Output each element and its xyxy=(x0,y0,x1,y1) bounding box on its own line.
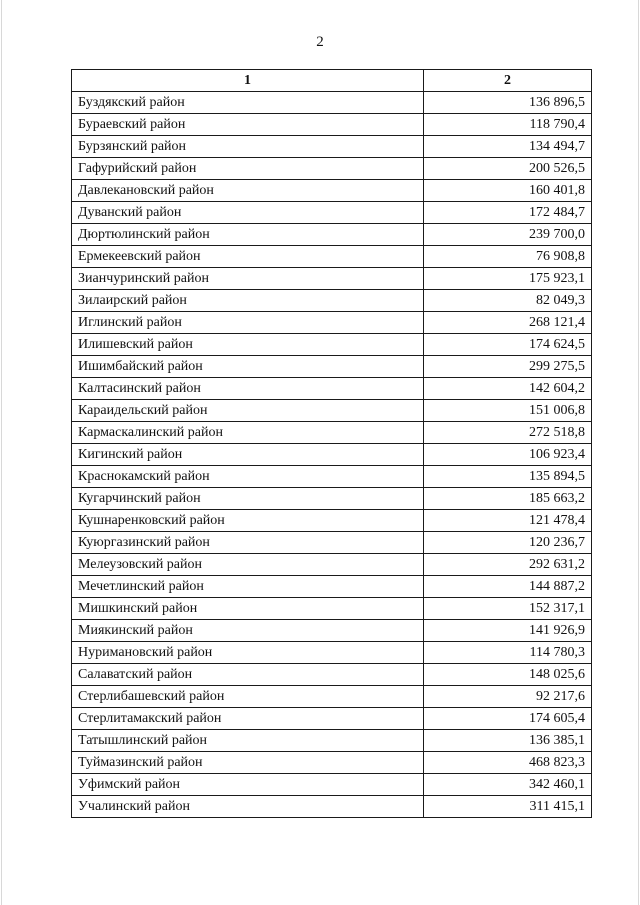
table-row xyxy=(72,664,592,686)
district-name-cell: Зилаирский район xyxy=(72,290,424,312)
table-row xyxy=(72,312,592,334)
table-row xyxy=(72,730,592,752)
page-edge-right xyxy=(638,0,639,905)
table-row xyxy=(72,576,592,598)
district-name-cell: Илишевский район xyxy=(72,334,424,356)
table-row xyxy=(72,400,592,422)
district-value-cell: 175 923,1 xyxy=(424,268,592,290)
table-row xyxy=(72,136,592,158)
district-name-cell: Кармаскалинский район xyxy=(72,422,424,444)
table-row xyxy=(72,554,592,576)
district-name-cell: Иглинский район xyxy=(72,312,424,334)
district-name-cell: Бураевский район xyxy=(72,114,424,136)
district-name-cell: Мечетлинский район xyxy=(72,576,424,598)
district-value-cell: 92 217,6 xyxy=(424,686,592,708)
district-name-cell: Бурзянский район xyxy=(72,136,424,158)
district-value-cell: 174 624,5 xyxy=(424,334,592,356)
table-row xyxy=(72,642,592,664)
table-row xyxy=(72,356,592,378)
district-value-cell: 120 236,7 xyxy=(424,532,592,554)
district-value-cell: 144 887,2 xyxy=(424,576,592,598)
table-row xyxy=(72,224,592,246)
district-name-cell: Краснокамский район xyxy=(72,466,424,488)
district-name-cell: Нуримановский район xyxy=(72,642,424,664)
district-value-cell: 136 896,5 xyxy=(424,92,592,114)
table-row xyxy=(72,246,592,268)
table-row xyxy=(72,290,592,312)
district-name-cell: Зианчуринский район xyxy=(72,268,424,290)
district-value-cell: 148 025,6 xyxy=(424,664,592,686)
district-name-cell: Дюртюлинский район xyxy=(72,224,424,246)
district-value-cell: 82 049,3 xyxy=(424,290,592,312)
table-row xyxy=(72,334,592,356)
district-value-cell: 76 908,8 xyxy=(424,246,592,268)
district-value-cell: 272 518,8 xyxy=(424,422,592,444)
table-row xyxy=(72,378,592,400)
table-row xyxy=(72,686,592,708)
district-name-cell: Кигинский район xyxy=(72,444,424,466)
table-row xyxy=(72,532,592,554)
column-header-name: 1 xyxy=(72,70,424,92)
district-name-cell: Мелеузовский район xyxy=(72,554,424,576)
district-name-cell: Куюргазинский район xyxy=(72,532,424,554)
district-value-cell: 468 823,3 xyxy=(424,752,592,774)
district-value-cell: 185 663,2 xyxy=(424,488,592,510)
district-value-cell: 135 894,5 xyxy=(424,466,592,488)
district-value-cell: 174 605,4 xyxy=(424,708,592,730)
district-value-cell: 142 604,2 xyxy=(424,378,592,400)
district-name-cell: Буздякский район xyxy=(72,92,424,114)
district-name-cell: Кугарчинский район xyxy=(72,488,424,510)
page-edge-left xyxy=(1,0,2,905)
district-value-cell: 106 923,4 xyxy=(424,444,592,466)
district-value-cell: 172 484,7 xyxy=(424,202,592,224)
district-value-cell: 118 790,4 xyxy=(424,114,592,136)
district-name-cell: Дуванский район xyxy=(72,202,424,224)
district-name-cell: Караидельский район xyxy=(72,400,424,422)
table-row xyxy=(72,158,592,180)
table-row xyxy=(72,422,592,444)
district-name-cell: Миякинский район xyxy=(72,620,424,642)
district-name-cell: Учалинский район xyxy=(72,796,424,818)
district-name-cell: Кушнаренковский район xyxy=(72,510,424,532)
district-value-cell: 200 526,5 xyxy=(424,158,592,180)
district-value-cell: 292 631,2 xyxy=(424,554,592,576)
table-row xyxy=(72,620,592,642)
district-name-cell: Туймазинский район xyxy=(72,752,424,774)
district-value-cell: 121 478,4 xyxy=(424,510,592,532)
district-name-cell: Салаватский район xyxy=(72,664,424,686)
district-value-cell: 268 121,4 xyxy=(424,312,592,334)
district-value-cell: 311 415,1 xyxy=(424,796,592,818)
column-header-value: 2 xyxy=(424,70,592,92)
district-name-cell: Ермекеевский район xyxy=(72,246,424,268)
table-row xyxy=(72,202,592,224)
district-value-cell: 114 780,3 xyxy=(424,642,592,664)
district-name-cell: Ишимбайский район xyxy=(72,356,424,378)
district-values-table xyxy=(71,69,592,818)
table-row xyxy=(72,488,592,510)
district-name-cell: Стерлитамакский район xyxy=(72,708,424,730)
district-value-cell: 141 926,9 xyxy=(424,620,592,642)
page-number: 2 xyxy=(316,34,324,50)
district-name-cell: Гафурийский район xyxy=(72,158,424,180)
district-value-cell: 299 275,5 xyxy=(424,356,592,378)
district-name-cell: Татышлинский район xyxy=(72,730,424,752)
table-row xyxy=(72,466,592,488)
district-name-cell: Давлекановский район xyxy=(72,180,424,202)
table-header xyxy=(72,70,592,92)
district-name-cell: Стерлибашевский район xyxy=(72,686,424,708)
district-value-cell: 160 401,8 xyxy=(424,180,592,202)
table-row xyxy=(72,268,592,290)
district-value-cell: 342 460,1 xyxy=(424,774,592,796)
district-value-cell: 239 700,0 xyxy=(424,224,592,246)
district-name-cell: Мишкинский район xyxy=(72,598,424,620)
table-row xyxy=(72,598,592,620)
district-name-cell: Калтасинский район xyxy=(72,378,424,400)
district-value-cell: 151 006,8 xyxy=(424,400,592,422)
table-row xyxy=(72,114,592,136)
table-row xyxy=(72,796,592,818)
table-row xyxy=(72,774,592,796)
district-value-cell: 152 317,1 xyxy=(424,598,592,620)
table-row xyxy=(72,92,592,114)
table-header-row xyxy=(72,70,592,92)
table-row xyxy=(72,708,592,730)
district-name-cell: Уфимский район xyxy=(72,774,424,796)
table-row xyxy=(72,180,592,202)
table-row xyxy=(72,510,592,532)
district-value-cell: 134 494,7 xyxy=(424,136,592,158)
table-row xyxy=(72,752,592,774)
table-body xyxy=(72,92,592,818)
table-row xyxy=(72,444,592,466)
district-value-cell: 136 385,1 xyxy=(424,730,592,752)
